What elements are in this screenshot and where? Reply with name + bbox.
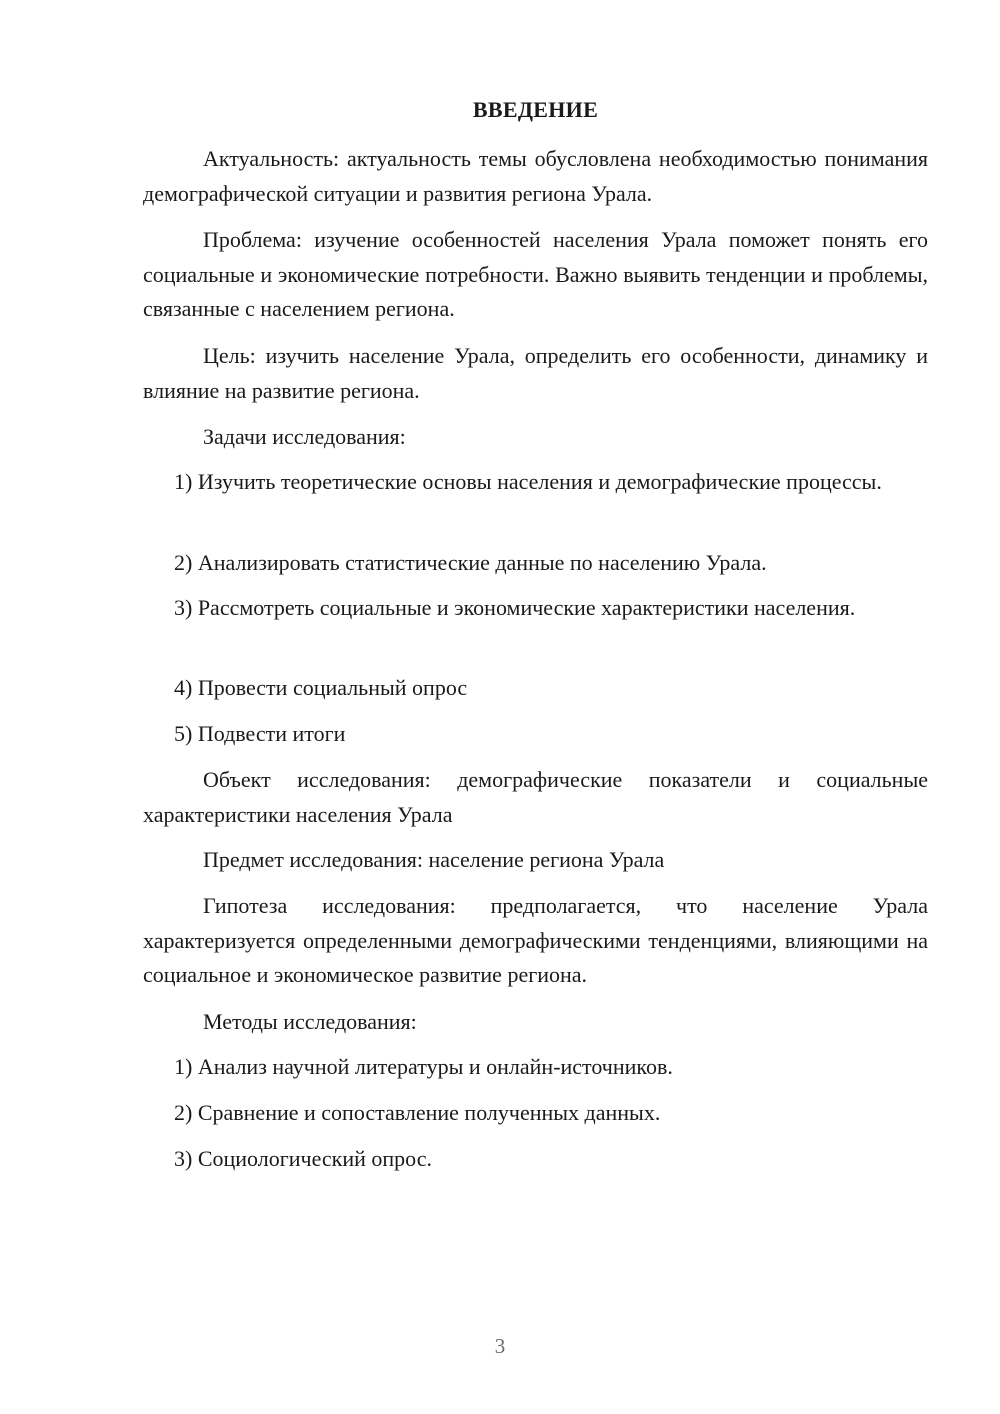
paragraph-hypothesis: Гипотеза исследования: предполагается, что население Урала характеризуется определенными демографическими тенденциями, влияющими на социальное и экономическое развитие региона. (143, 893, 928, 987)
list-item-method-3: 3) Социологический опрос. (174, 1146, 432, 1171)
list-item-task-2: 2) Анализировать статистические данные по населению Урала. (174, 550, 767, 575)
section-heading: ВВЕДЕНИЕ (472, 97, 599, 122)
list-item-task-4: 4) Провести социальный опрос (174, 675, 468, 700)
paragraph-object: Объект исследования: демографические показатели и социальные характеристики населения Урала (143, 767, 928, 827)
paragraph-relevance: Актуальность: актуальность темы обусловлена необходимостью понимания демографической ситуации и развития региона Урала. (143, 146, 928, 206)
paragraph-tasks-heading: Задачи исследования: (203, 424, 406, 449)
paragraph-goal: Цель: изучить население Урала, определить его особенности, динамику и влияние на развитие региона. (143, 343, 928, 403)
list-item-method-2: 2) Сравнение и сопоставление полученных данных. (174, 1100, 661, 1125)
list-item-task-1: 1) Изучить теоретические основы населения и демографические процессы. (174, 469, 882, 494)
paragraph-problem: Проблема: изучение особенностей населения Урала поможет понять его социальные и экономические потребности. Важно выявить тенденции и проблемы, связанные с населением региона. (143, 227, 928, 321)
list-item-method-1: 1) Анализ научной литературы и онлайн-источников. (174, 1054, 673, 1079)
list-item-task-3: 3) Рассмотреть социальные и экономические характеристики населения. (174, 595, 856, 620)
paragraph-subject: Предмет исследования: население региона Урала (203, 847, 665, 872)
page-number: 3 (494, 1334, 506, 1358)
list-item-task-5: 5) Подвести итоги (174, 721, 346, 746)
paragraph-methods-heading: Методы исследования: (203, 1009, 417, 1034)
